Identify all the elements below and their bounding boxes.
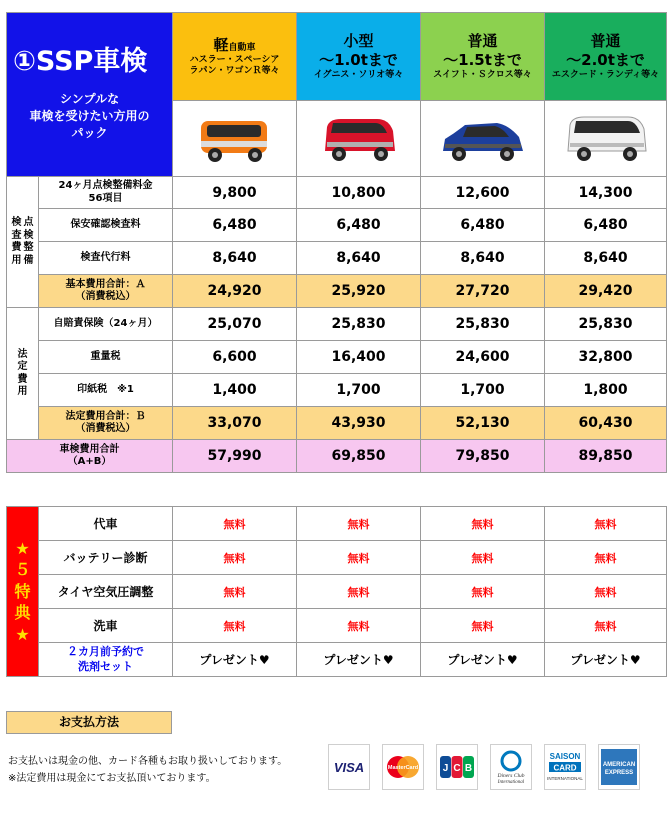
price-cell: 25,830 xyxy=(545,308,667,341)
price-cell: 1,400 xyxy=(173,374,297,407)
benefit-value: 無料 xyxy=(421,609,545,643)
price-cell: 1,700 xyxy=(297,374,421,407)
benefit-value: 無料 xyxy=(421,507,545,541)
column-header-normal-20t: 普通 ～2.0tまで エスクード・ランディ等々 xyxy=(545,13,667,101)
plan-title-cell xyxy=(7,13,173,177)
visa-card-icon xyxy=(328,744,370,790)
benefit-label-tire-pressure: タイヤ空気圧調整 xyxy=(39,575,173,609)
car-image-cell xyxy=(421,101,545,177)
price-cell: 6,480 xyxy=(297,209,421,242)
total-cell: 89,850 xyxy=(545,440,667,473)
row-label-basic-subtotal: 基本費用合計：Ａ （消費税込） xyxy=(39,275,173,308)
price-cell: 24,600 xyxy=(421,341,545,374)
benefit-label-detergent-set: ２カ月前予約で 洗剤セット xyxy=(39,643,173,677)
orange-hustler-car-icon xyxy=(187,109,283,169)
price-cell: 8,640 xyxy=(545,242,667,275)
benefit-value: 無料 xyxy=(545,507,667,541)
benefits-side-label: ★ ５ 特 典 ★ xyxy=(7,507,39,677)
benefit-value: 無料 xyxy=(173,541,297,575)
subtotal-cell: 52,130 xyxy=(421,407,545,440)
svg-text:SAISON: SAISON xyxy=(549,752,581,761)
car-image-cell xyxy=(545,101,667,177)
benefit-value: 無料 xyxy=(173,609,297,643)
svg-text:B: B xyxy=(464,763,473,774)
subtotal-cell: 29,420 xyxy=(545,275,667,308)
row-label-safety-check-fee: 保安確認検査料 xyxy=(39,209,173,242)
subtotal-cell: 43,930 xyxy=(297,407,421,440)
payment-heading: お支払方法 xyxy=(6,711,172,734)
svg-text:Diners Club: Diners Club xyxy=(497,773,525,779)
red-solio-car-icon xyxy=(311,109,407,169)
row-label-legal-subtotal: 法定費用合計：Ｂ （消費税込） xyxy=(39,407,173,440)
svg-text:CARD: CARD xyxy=(553,763,577,773)
subtotal-cell: 33,070 xyxy=(173,407,297,440)
benefit-value: 無料 xyxy=(297,609,421,643)
benefit-value: 無料 xyxy=(421,575,545,609)
benefit-value: 無料 xyxy=(173,575,297,609)
benefit-value: 無料 xyxy=(421,541,545,575)
payment-note-legal: ※法定費用は現金にてお支払頂いております。 xyxy=(8,773,216,784)
svg-text:EXPRESS: EXPRESS xyxy=(604,770,634,776)
price-cell: 25,830 xyxy=(297,308,421,341)
benefit-value: 無料 xyxy=(545,575,667,609)
payment-note: お支払いは現金の他、カード各種もお取り扱いしております。 xyxy=(8,756,288,767)
svg-text:J: J xyxy=(442,763,449,774)
benefit-value: 無料 xyxy=(545,541,667,575)
price-cell: 1,700 xyxy=(421,374,545,407)
svg-text:International: International xyxy=(497,780,525,785)
benefit-value: プレゼント♥ xyxy=(173,643,297,677)
row-label-weight-tax: 重量税 xyxy=(39,341,173,374)
benefit-value: 無料 xyxy=(297,507,421,541)
car-image-cell xyxy=(173,101,297,177)
row-label-periodic-inspection: 24ヶ月点検整備料金 56項目 xyxy=(39,177,173,209)
svg-text:VISA: VISA xyxy=(333,760,365,775)
row-label-grand-total: 車検費用合計 （A+B） xyxy=(7,440,173,473)
benefit-label-battery-check: バッテリー診断 xyxy=(39,541,173,575)
benefit-value: 無料 xyxy=(297,541,421,575)
svg-text:MasterCard: MasterCard xyxy=(387,765,419,771)
jcb-card-icon xyxy=(436,744,478,790)
mastercard-icon xyxy=(382,744,424,790)
column-header-kei: 軽自動車 ハスラー・スペーシア ラパン・ワゴンＲ等々 xyxy=(173,13,297,101)
price-cell: 1,800 xyxy=(545,374,667,407)
benefit-value: プレゼント♥ xyxy=(297,643,421,677)
saison-card-icon xyxy=(544,744,586,790)
price-cell: 6,600 xyxy=(173,341,297,374)
benefits-table xyxy=(6,506,667,677)
row-label-inspection-agency-fee: 検査代行料 xyxy=(39,242,173,275)
svg-text:INTERNATIONAL: INTERNATIONAL xyxy=(547,776,583,781)
blue-sx4-car-icon xyxy=(435,109,531,169)
price-cell: 16,400 xyxy=(297,341,421,374)
price-cell: 25,070 xyxy=(173,308,297,341)
benefit-value: プレゼント♥ xyxy=(545,643,667,677)
price-cell: 6,480 xyxy=(545,209,667,242)
price-cell: 8,640 xyxy=(421,242,545,275)
amex-card-icon xyxy=(598,744,640,790)
diners-club-icon xyxy=(490,744,532,790)
total-cell: 79,850 xyxy=(421,440,545,473)
price-cell: 6,480 xyxy=(421,209,545,242)
benefit-value: 無料 xyxy=(297,575,421,609)
price-cell: 6,480 xyxy=(173,209,297,242)
subtotal-cell: 60,430 xyxy=(545,407,667,440)
legal-fees-group-label: 法定費用 xyxy=(7,308,39,440)
benefit-label-loaner-car: 代車 xyxy=(39,507,173,541)
car-image-cell xyxy=(297,101,421,177)
price-cell: 12,600 xyxy=(421,177,545,209)
row-label-compulsory-insurance: 自賠責保険（24ヶ月） xyxy=(39,308,173,341)
total-cell: 69,850 xyxy=(297,440,421,473)
svg-text:AMERICAN: AMERICAN xyxy=(602,762,636,768)
column-header-small: 小型 ～1.0tまで イグニス・ソリオ等々 xyxy=(297,13,421,101)
subtotal-cell: 24,920 xyxy=(173,275,297,308)
price-cell: 32,800 xyxy=(545,341,667,374)
svg-text:C: C xyxy=(453,763,461,774)
subtotal-cell: 25,920 xyxy=(297,275,421,308)
subtotal-cell: 27,720 xyxy=(421,275,545,308)
plan-subtitle: シンプルな 車検を受けたい方用の パック xyxy=(29,92,150,140)
price-cell: 25,830 xyxy=(421,308,545,341)
price-table xyxy=(6,12,667,473)
white-landy-car-icon xyxy=(558,109,654,169)
inspection-group-label: 検 査 費 用点 検 整 備 xyxy=(7,177,39,308)
total-cell: 57,990 xyxy=(173,440,297,473)
row-label-stamp-duty: 印紙税 ※1 xyxy=(39,374,173,407)
price-cell: 9,800 xyxy=(173,177,297,209)
price-cell: 8,640 xyxy=(173,242,297,275)
benefit-value: 無料 xyxy=(173,507,297,541)
column-header-normal-15t: 普通 ～1.5tまで スイフト・Ｓクロス等々 xyxy=(421,13,545,101)
price-cell: 14,300 xyxy=(545,177,667,209)
price-cell: 8,640 xyxy=(297,242,421,275)
plan-title: ①SSP車検 xyxy=(13,46,148,78)
price-cell: 10,800 xyxy=(297,177,421,209)
benefit-value: プレゼント♥ xyxy=(421,643,545,677)
payment-card-logos xyxy=(328,744,640,790)
benefit-value: 無料 xyxy=(545,609,667,643)
benefit-label-car-wash: 洗車 xyxy=(39,609,173,643)
